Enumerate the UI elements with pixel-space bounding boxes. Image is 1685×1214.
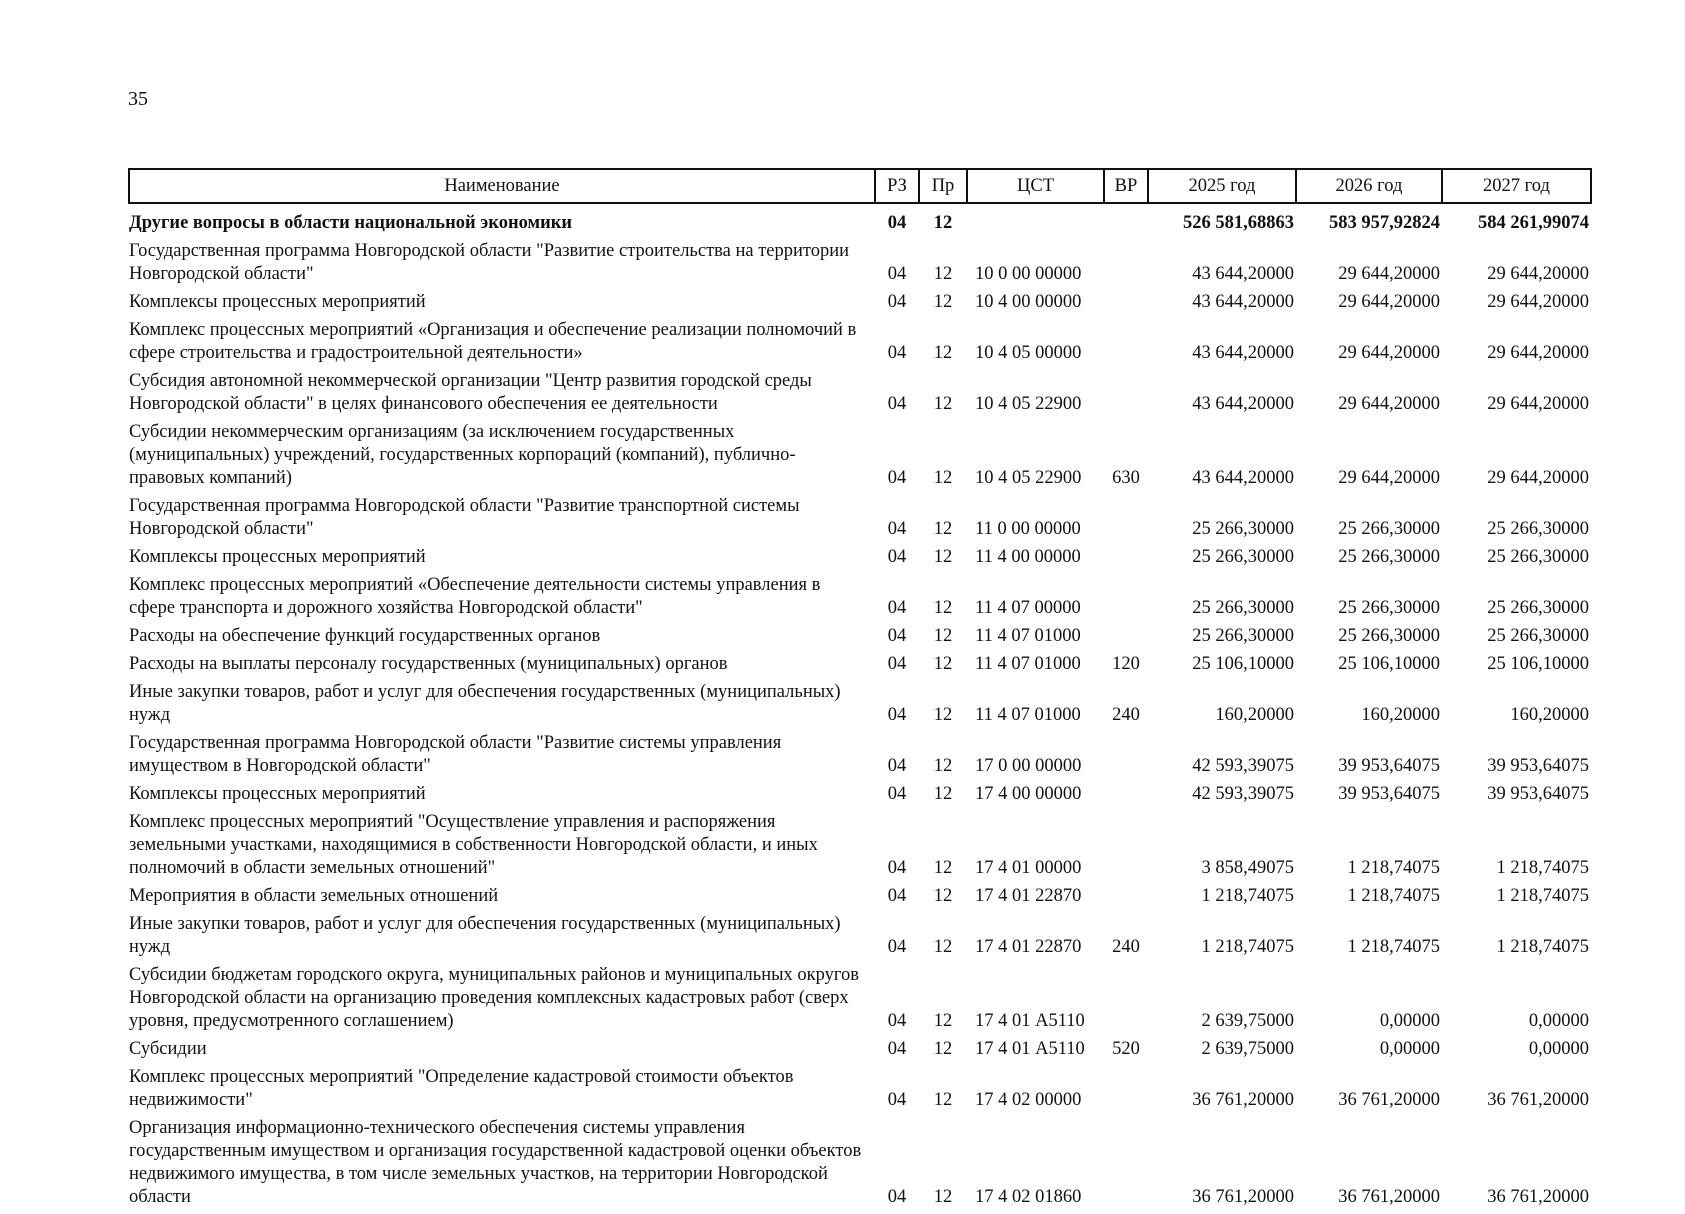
cell-pr: 12	[933, 547, 953, 567]
cell-2025: 3 858,49075	[1201, 858, 1294, 878]
table-row	[129, 913, 1591, 964]
cell-rz: 04	[887, 598, 907, 618]
cell-2027: 0,00000	[1528, 1039, 1589, 1059]
cell-2027: 29 644,20000	[1487, 292, 1589, 312]
table-header	[129, 169, 1591, 203]
cell-pr: 12	[933, 756, 953, 776]
cell-2026: 1 218,74075	[1347, 886, 1440, 906]
cell-rz: 04	[887, 756, 907, 776]
cell-2026: 25 106,10000	[1338, 654, 1440, 674]
cell-2026: 160,20000	[1361, 705, 1440, 725]
cell-2027: 39 953,64075	[1487, 784, 1589, 804]
cell-2027: 25 106,10000	[1487, 654, 1589, 674]
cell-2026: 29 644,20000	[1338, 292, 1440, 312]
cell-pr: 12	[933, 394, 953, 414]
cell-vr	[1104, 1066, 1148, 1117]
cell-vr	[1104, 1117, 1148, 1214]
cell-vr	[1104, 964, 1148, 1038]
table-row	[129, 1038, 1591, 1066]
cell-cst: 17 4 01 А5110	[975, 1039, 1085, 1059]
page-number: 35	[128, 88, 148, 110]
cell-cst: 11 4 07 01000	[975, 705, 1081, 725]
budget-table	[128, 168, 1592, 1214]
table-row	[129, 495, 1591, 546]
table-row	[129, 681, 1591, 732]
cell-2027: 36 761,20000	[1487, 1187, 1589, 1207]
cell-rz: 04	[887, 1011, 907, 1031]
cell-2025: 43 644,20000	[1192, 264, 1294, 284]
cell-rz: 04	[887, 547, 907, 567]
cell-2027: 25 266,30000	[1487, 598, 1589, 618]
cell-name: Субсидии некоммерческим организациям (за исключением государственных (муниципальных) учреждений, государственных корпораций (компаний), публично-правовых компаний)	[129, 422, 796, 488]
cell-cst: 10 4 05 00000	[975, 343, 1082, 363]
cell-vr	[1104, 203, 1148, 240]
cell-pr: 12	[933, 858, 953, 878]
cell-cst: 10 4 05 22900	[975, 468, 1082, 488]
cell-name: Комплекс процессных мероприятий «Организация и обеспечение реализации полномочий в сфере строительства и градостроительной деятельности»	[129, 320, 857, 363]
table-row	[129, 574, 1591, 625]
cell-pr: 12	[933, 343, 953, 363]
cell-2026: 29 644,20000	[1338, 264, 1440, 284]
cell-2026: 29 644,20000	[1338, 468, 1440, 488]
cell-pr: 12	[933, 1187, 953, 1207]
cell-vr	[1104, 240, 1148, 291]
table-row	[129, 653, 1591, 681]
cell-2026: 29 644,20000	[1338, 394, 1440, 414]
cell-vr	[1104, 783, 1148, 811]
cell-name: Субсидии бюджетам городского округа, муниципальных районов и муниципальных округов Новгородской области на организацию проведения комплексных кадастровых работ (сверх уровня, предусмотренного соглашением)	[129, 965, 860, 1031]
cell-rz: 04	[887, 626, 907, 646]
cell-2026: 1 218,74075	[1347, 858, 1440, 878]
cell-name: Субсидии	[129, 1039, 207, 1059]
cell-name: Государственная программа Новгородской области "Развитие строительства на территории Новгородской области"	[129, 241, 850, 284]
header-2025: 2025 год	[1148, 169, 1296, 203]
cell-pr: 12	[933, 468, 953, 488]
cell-name: Комплекс процессных мероприятий «Обеспечение деятельности системы управления в сфере транспорта и дорожного хозяйства Новгородской области"	[129, 575, 821, 618]
cell-2027: 29 644,20000	[1487, 468, 1589, 488]
cell-pr: 12	[933, 213, 953, 233]
cell-vr	[1104, 625, 1148, 653]
cell-rz: 04	[887, 937, 907, 957]
table-row	[129, 625, 1591, 653]
header-2026: 2026 год	[1296, 169, 1442, 203]
cell-cst: 10 4 00 00000	[975, 292, 1082, 312]
cell-2025: 25 266,30000	[1192, 519, 1294, 539]
cell-rz: 04	[887, 292, 907, 312]
cell-pr: 12	[933, 264, 953, 284]
cell-vr: 240	[1112, 937, 1140, 957]
cell-cst: 17 4 00 00000	[975, 784, 1082, 804]
cell-2025: 43 644,20000	[1192, 468, 1294, 488]
table-row	[129, 811, 1591, 885]
cell-name: Другие вопросы в области национальной экономики	[129, 213, 573, 233]
header-rz: РЗ	[875, 169, 919, 203]
cell-2025: 2 639,75000	[1201, 1039, 1294, 1059]
cell-rz: 04	[887, 784, 907, 804]
table-row	[129, 291, 1591, 319]
table-row	[129, 421, 1591, 495]
cell-name: Субсидия автономной некоммерческой организации "Центр развития городской среды Новгородской области" в целях финансового обеспечения ее деятельности	[129, 371, 812, 414]
cell-vr	[1104, 732, 1148, 783]
cell-2025: 36 761,20000	[1192, 1187, 1294, 1207]
cell-vr	[1104, 495, 1148, 546]
cell-2027: 1 218,74075	[1496, 886, 1589, 906]
cell-name: Комплекс процессных мероприятий "Определение кадастровой стоимости объектов недвижимости"	[129, 1067, 794, 1110]
cell-cst: 17 4 01 00000	[975, 858, 1082, 878]
cell-2026: 36 761,20000	[1338, 1090, 1440, 1110]
cell-rz: 04	[887, 394, 907, 414]
cell-vr: 120	[1112, 654, 1140, 674]
table-row	[129, 240, 1591, 291]
cell-2027: 1 218,74075	[1496, 937, 1589, 957]
table-row	[129, 732, 1591, 783]
cell-2025: 25 266,30000	[1192, 626, 1294, 646]
cell-pr: 12	[933, 654, 953, 674]
cell-2026: 25 266,30000	[1338, 598, 1440, 618]
cell-rz: 04	[887, 1187, 907, 1207]
header-name: Наименование	[129, 169, 875, 203]
cell-name: Мероприятия в области земельных отношений	[129, 886, 499, 906]
cell-2026: 25 266,30000	[1338, 547, 1440, 567]
cell-pr: 12	[933, 937, 953, 957]
cell-2025: 42 593,39075	[1192, 756, 1294, 776]
cell-pr: 12	[933, 784, 953, 804]
cell-2027: 39 953,64075	[1487, 756, 1589, 776]
cell-vr: 630	[1112, 468, 1140, 488]
cell-name: Иные закупки товаров, работ и услуг для обеспечения государственных (муниципальных) нужд	[129, 914, 841, 957]
cell-2026: 583 957,92824	[1329, 213, 1440, 233]
cell-rz: 04	[887, 1039, 907, 1059]
cell-2026: 25 266,30000	[1338, 626, 1440, 646]
cell-name: Организация информационно-технического обеспечения системы управления государственным имуществом и организация государственной кадастровой оценки объектов недвижимого имущества, в том числе земельных участков, на территории Новгородской области	[129, 1118, 862, 1207]
table-row	[129, 885, 1591, 913]
cell-name: Комплекс процессных мероприятий "Осуществление управления и распоряжения земельными участками, находящимися в собственности Новгородской области, и иных полномочий в области земельных отношений"	[129, 812, 818, 878]
cell-vr	[1104, 811, 1148, 885]
table-body	[129, 203, 1591, 1214]
cell-cst: 11 4 00 00000	[975, 547, 1081, 567]
cell-pr: 12	[933, 1039, 953, 1059]
cell-rz: 04	[887, 1090, 907, 1110]
cell-2027: 36 761,20000	[1487, 1090, 1589, 1110]
cell-2025: 160,20000	[1215, 705, 1294, 725]
cell-2026: 36 761,20000	[1338, 1187, 1440, 1207]
cell-2025: 25 266,30000	[1192, 547, 1294, 567]
cell-2026: 1 218,74075	[1347, 937, 1440, 957]
cell-name: Государственная программа Новгородской области "Развитие транспортной системы Новгородской области"	[129, 496, 800, 539]
cell-name: Расходы на обеспечение функций государственных органов	[129, 626, 601, 646]
cell-2026: 39 953,64075	[1338, 784, 1440, 804]
cell-pr: 12	[933, 886, 953, 906]
cell-cst: 11 0 00 00000	[975, 519, 1081, 539]
cell-2026: 25 266,30000	[1338, 519, 1440, 539]
cell-vr	[1104, 546, 1148, 574]
cell-2025: 1 218,74075	[1201, 937, 1294, 957]
cell-cst: 17 4 02 00000	[975, 1090, 1082, 1110]
cell-rz: 04	[887, 264, 907, 284]
cell-cst: 10 0 00 00000	[975, 264, 1082, 284]
cell-name: Комплексы процессных мероприятий	[129, 547, 426, 567]
cell-rz: 04	[887, 519, 907, 539]
cell-2025: 42 593,39075	[1192, 784, 1294, 804]
cell-2027: 25 266,30000	[1487, 547, 1589, 567]
cell-name: Комплексы процессных мероприятий	[129, 784, 426, 804]
table-row	[129, 546, 1591, 574]
table-row	[129, 783, 1591, 811]
cell-rz: 04	[887, 858, 907, 878]
cell-rz: 04	[887, 705, 907, 725]
table-row	[129, 964, 1591, 1038]
cell-cst: 11 4 07 01000	[975, 654, 1081, 674]
cell-2025: 36 761,20000	[1192, 1090, 1294, 1110]
cell-pr: 12	[933, 626, 953, 646]
cell-rz: 04	[887, 468, 907, 488]
cell-2027: 25 266,30000	[1487, 626, 1589, 646]
cell-cst	[967, 203, 1104, 240]
table-row	[129, 319, 1591, 370]
cell-name: Государственная программа Новгородской области "Развитие системы управления имуществом в Новгородской области"	[129, 733, 782, 776]
cell-2027: 29 644,20000	[1487, 264, 1589, 284]
cell-rz: 04	[887, 213, 907, 233]
cell-2027: 29 644,20000	[1487, 343, 1589, 363]
cell-rz: 04	[887, 343, 907, 363]
table-row	[129, 203, 1591, 240]
cell-2027: 29 644,20000	[1487, 394, 1589, 414]
cell-vr: 520	[1112, 1039, 1140, 1059]
cell-2026: 39 953,64075	[1338, 756, 1440, 776]
cell-cst: 17 0 00 00000	[975, 756, 1082, 776]
cell-cst: 11 4 07 00000	[975, 598, 1081, 618]
header-pr: Пр	[919, 169, 967, 203]
cell-pr: 12	[933, 705, 953, 725]
cell-cst: 17 4 01 22870	[975, 937, 1082, 957]
cell-cst: 17 4 02 01860	[975, 1187, 1082, 1207]
cell-vr	[1104, 370, 1148, 421]
cell-2025: 43 644,20000	[1192, 292, 1294, 312]
cell-name: Комплексы процессных мероприятий	[129, 292, 426, 312]
cell-2025: 25 106,10000	[1192, 654, 1294, 674]
cell-vr	[1104, 319, 1148, 370]
cell-2025: 43 644,20000	[1192, 343, 1294, 363]
cell-2025: 2 639,75000	[1201, 1011, 1294, 1031]
cell-2025: 1 218,74075	[1201, 886, 1294, 906]
header-vr: ВР	[1104, 169, 1148, 203]
cell-2025: 25 266,30000	[1192, 598, 1294, 618]
header-cst: ЦСТ	[967, 169, 1104, 203]
cell-2026: 0,00000	[1379, 1011, 1440, 1031]
cell-rz: 04	[887, 654, 907, 674]
cell-name: Иные закупки товаров, работ и услуг для обеспечения государственных (муниципальных) нужд	[129, 682, 841, 725]
cell-name: Расходы на выплаты персоналу государственных (муниципальных) органов	[129, 654, 728, 674]
cell-pr: 12	[933, 292, 953, 312]
table-row	[129, 1066, 1591, 1117]
cell-pr: 12	[933, 1090, 953, 1110]
cell-cst: 10 4 05 22900	[975, 394, 1082, 414]
cell-2027: 1 218,74075	[1496, 858, 1589, 878]
cell-2027: 160,20000	[1510, 705, 1589, 725]
cell-vr	[1104, 574, 1148, 625]
header-2027: 2027 год	[1442, 169, 1591, 203]
cell-2026: 0,00000	[1379, 1039, 1440, 1059]
cell-cst: 11 4 07 01000	[975, 626, 1081, 646]
cell-2027: 0,00000	[1528, 1011, 1589, 1031]
cell-pr: 12	[933, 519, 953, 539]
cell-2027: 25 266,30000	[1487, 519, 1589, 539]
cell-vr: 240	[1112, 705, 1140, 725]
cell-vr	[1104, 291, 1148, 319]
cell-2025: 526 581,68863	[1183, 213, 1294, 233]
cell-2025: 43 644,20000	[1192, 394, 1294, 414]
cell-cst: 17 4 01 А5110	[975, 1011, 1085, 1031]
cell-rz: 04	[887, 886, 907, 906]
cell-2026: 29 644,20000	[1338, 343, 1440, 363]
table-row	[129, 1117, 1591, 1214]
cell-vr	[1104, 885, 1148, 913]
table-row	[129, 370, 1591, 421]
cell-2027: 584 261,99074	[1478, 213, 1589, 233]
cell-pr: 12	[933, 1011, 953, 1031]
cell-pr: 12	[933, 598, 953, 618]
cell-cst: 17 4 01 22870	[975, 886, 1082, 906]
